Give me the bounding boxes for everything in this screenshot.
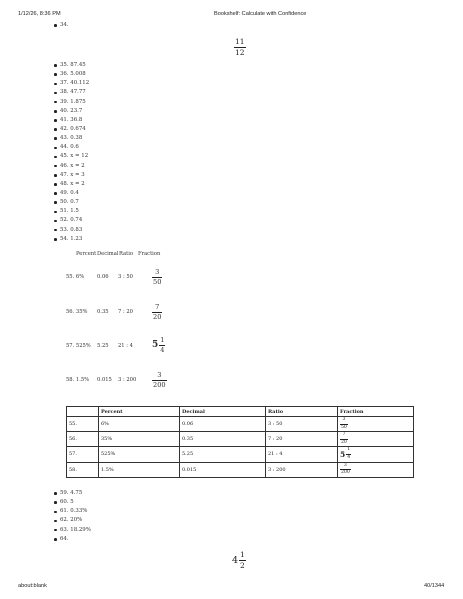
table-row	[67, 417, 414, 432]
list-item: 51. 1.5	[60, 207, 89, 216]
fraction-numerator: 7	[342, 432, 346, 438]
list-item: 61. 0.33%	[60, 507, 91, 516]
list-item: 38. 47.77	[60, 88, 89, 97]
fraction-denominator: 12	[235, 47, 245, 57]
grid-ratio: 7 : 20	[118, 309, 133, 315]
fraction-numerator: 1	[240, 550, 245, 559]
table-cell: 5.25	[180, 447, 266, 462]
table-header-row	[67, 407, 414, 417]
fraction-denominator: 50	[153, 277, 162, 286]
list-item: 53. 0.83	[60, 226, 89, 235]
fraction-whole: 5	[340, 449, 346, 459]
list-item: 47. x = 3	[60, 171, 89, 180]
list-item: 62. 20%	[60, 516, 91, 525]
table-cell: 35%	[99, 432, 180, 447]
conversion-table	[66, 406, 414, 478]
grid-decimal: 0.06	[97, 274, 109, 280]
fraction-numerator: 3	[342, 417, 346, 422]
table-cell: 58.	[67, 462, 99, 477]
list-item: 54. 1.23	[60, 235, 89, 244]
grid-decimal: 0.015	[97, 377, 112, 383]
table-cell: 0.06	[180, 417, 266, 432]
grid-fraction-mixed	[152, 337, 165, 353]
grid-header-fraction: Fraction	[138, 251, 161, 257]
grid-header-ratio: Ratio	[119, 251, 133, 257]
list-item: 37. 40.112	[60, 79, 89, 88]
list-item: 46. x = 2	[60, 162, 89, 171]
table-row	[67, 462, 414, 477]
fraction-denominator: 4	[160, 345, 165, 354]
list-item: 40. 23.7	[60, 107, 89, 116]
grid-ratio: 21 : 4	[118, 343, 133, 349]
table-cell: 57.	[67, 447, 99, 462]
table-header-cell: Decimal	[180, 407, 266, 417]
table-row	[67, 447, 414, 462]
list-item: 34.	[60, 21, 69, 30]
list-item: 52. 0.74	[60, 216, 89, 225]
list-item: 42. 0.674	[60, 125, 89, 134]
fraction-numerator: 1	[160, 336, 165, 344]
table-cell: 0.015	[180, 462, 266, 477]
list-item: 59. 4.75	[60, 489, 91, 498]
grid-header-decimal: Decimal	[97, 251, 119, 257]
table-header-cell	[67, 407, 99, 417]
grid-fraction	[152, 372, 167, 388]
table-cell-fraction	[338, 417, 414, 432]
answer-list-middle	[60, 61, 89, 244]
table-cell-fraction	[338, 447, 414, 462]
grid-label: 56. 35%	[66, 309, 88, 315]
grid-label: 58. 1.5%	[66, 377, 90, 383]
fraction-denominator: 200	[153, 380, 166, 389]
table-cell: 3 : 200	[266, 462, 338, 477]
fraction-denominator: 4	[347, 454, 351, 460]
grid-ratio: 3 : 50	[118, 274, 133, 280]
print-timestamp: 1/12/26, 8:36 PM	[18, 11, 61, 17]
fraction-denominator: 20	[153, 312, 162, 321]
fraction-numerator: 3	[155, 268, 160, 276]
fraction-denominator: 2	[240, 560, 245, 570]
table-cell: 6%	[99, 417, 180, 432]
table-cell: 21 : 4	[266, 447, 338, 462]
fraction-numerator: 3	[157, 371, 162, 379]
table-cell-fraction	[338, 432, 414, 447]
table-header-cell: Ratio	[266, 407, 338, 417]
list-item: 63. 18.29%	[60, 526, 91, 535]
grid-fraction	[152, 304, 162, 320]
fraction-numerator: 1	[347, 447, 351, 453]
table-cell: 0.35	[180, 432, 266, 447]
page-number: 40/1344	[424, 583, 445, 589]
fraction-numerator: 3	[343, 462, 347, 468]
grid-label: 57. 525%	[66, 343, 91, 349]
list-item: 50. 0.7	[60, 198, 89, 207]
page-title: Bookshelf: Calculate with Confidence	[214, 11, 307, 17]
list-item: 64.	[60, 535, 91, 544]
fraction-eleven-twelfths	[234, 38, 246, 56]
grid-header-percent: Percent	[76, 251, 97, 257]
grid-decimal: 5.25	[97, 343, 109, 349]
list-item: 36. 5.008	[60, 70, 89, 79]
list-item: 49. 0.4	[60, 189, 89, 198]
fraction-denominator: 50	[341, 424, 347, 430]
list-item: 39. 1.875	[60, 98, 89, 107]
table-header-cell: Fraction	[338, 407, 414, 417]
list-item: 43. 0.38	[60, 134, 89, 143]
print-url: about:blank	[18, 583, 47, 589]
table-header-cell: Percent	[99, 407, 180, 417]
grid-ratio: 3 : 200	[118, 377, 137, 383]
fraction-whole: 4	[232, 554, 239, 566]
fraction-denominator: 200	[341, 470, 350, 476]
table-cell: 525%	[99, 447, 180, 462]
list-item: 45. x = 12	[60, 152, 89, 161]
list-item: 44. 0.6	[60, 143, 89, 152]
list-item: 60. 5	[60, 498, 91, 507]
answer-list-bottom	[60, 489, 91, 544]
list-item: 35. 87.45	[60, 61, 89, 70]
fraction-whole: 5	[152, 340, 159, 351]
fraction-numerator: 11	[235, 37, 245, 46]
list-item: 48. x = 2	[60, 180, 89, 189]
table-cell-fraction	[338, 462, 414, 477]
fraction-four-and-a-half	[232, 551, 246, 569]
table-cell: 55.	[67, 417, 99, 432]
table-cell: 56.	[67, 432, 99, 447]
grid-label: 55. 6%	[66, 274, 85, 280]
grid-decimal: 0.35	[97, 309, 109, 315]
table-cell: 7 : 20	[266, 432, 338, 447]
table-cell: 3 : 50	[266, 417, 338, 432]
grid-fraction	[152, 269, 162, 285]
table-cell: 1.5%	[99, 462, 180, 477]
answer-list-top	[60, 21, 69, 30]
table-row	[67, 432, 414, 447]
fraction-denominator: 20	[341, 439, 347, 445]
list-item: 41. 36.8	[60, 116, 89, 125]
fraction-numerator: 7	[155, 303, 160, 311]
